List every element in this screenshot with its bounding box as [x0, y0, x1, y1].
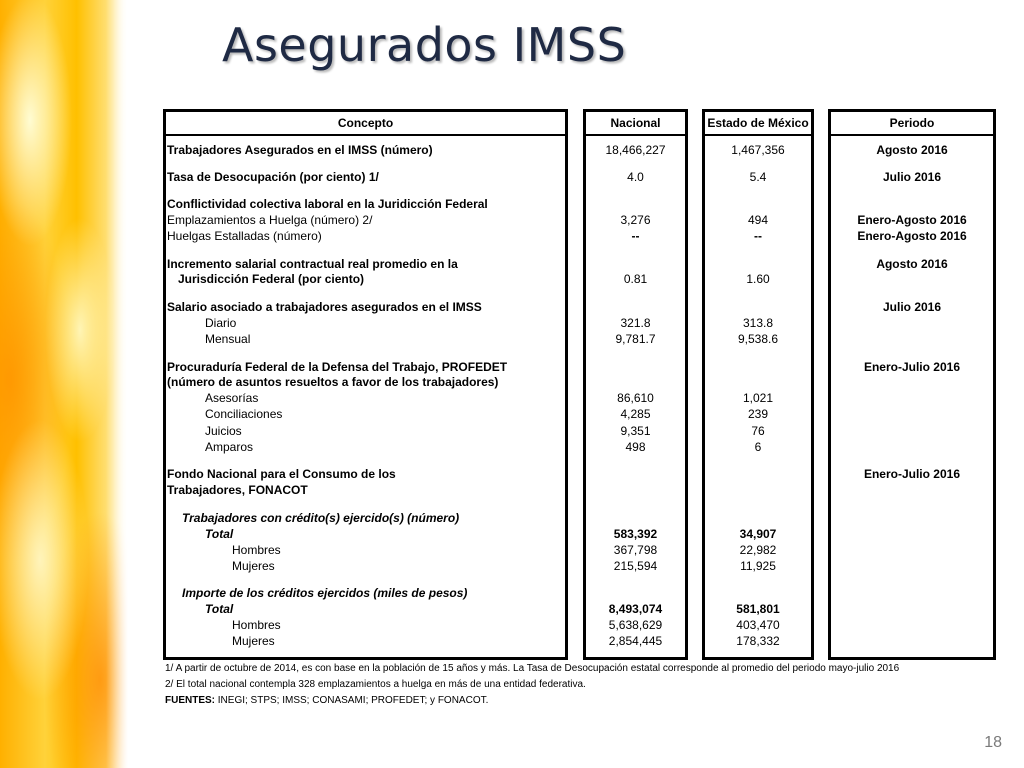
- row-label-incremento-2: Jurisdicción Federal (por ciento): [178, 272, 365, 286]
- row-estado-importe-mujeres: 178,332: [736, 634, 780, 648]
- row-label-conciliaciones: Conciliaciones: [205, 407, 283, 421]
- page-title: Asegurados IMSS: [222, 18, 627, 72]
- row-label-salario: Salario asociado a trabajadores asegurados en el IMSS: [167, 300, 482, 314]
- row-periodo-desocupacion: Julio 2016: [882, 170, 942, 184]
- row-nacional-importe-hombres: 5,638,629: [608, 618, 663, 632]
- row-nacional-credito-total: 583,392: [613, 527, 658, 541]
- row-label-credito-hombres: Hombres: [232, 543, 281, 557]
- row-nacional-emplazamientos: 3,276: [620, 213, 651, 227]
- header-estado: Estado de México: [705, 112, 811, 136]
- row-label-incremento-1: Incremento salarial contractual real promedio en la: [167, 257, 458, 271]
- footnote-1: 1/ A partir de octubre de 2014, es con base en la población de 15 años y más. La Tasa de Desocupación estatal corresponde al promedio del periodo mayo-julio 2016: [165, 663, 900, 674]
- row-periodo-fonacot: Enero-Julio 2016: [863, 467, 961, 481]
- row-estado-trabajadores: 1,467,356: [731, 143, 785, 157]
- row-estado-importe-hombres: 403,470: [736, 618, 780, 632]
- row-label-importe-hombres: Hombres: [232, 618, 281, 632]
- row-nacional-importe-mujeres: 2,854,445: [608, 634, 663, 648]
- row-label-credito-total: Total: [205, 527, 234, 541]
- sources-text: INEGI; STPS; IMSS; CONASAMI; PROFEDET; y FONACOT.: [215, 695, 489, 706]
- sources-label: FUENTES:: [165, 695, 215, 706]
- footnotes: [165, 661, 899, 709]
- row-periodo-emplazamientos: Enero-Agosto 2016: [857, 213, 967, 227]
- row-label-emplazamientos: Emplazamientos a Huelga (número) 2/: [167, 213, 373, 227]
- row-estado-importe-total: 581,801: [736, 602, 780, 616]
- row-estado-credito-total: 34,907: [739, 527, 777, 541]
- row-nacional-juicios: 9,351: [620, 424, 651, 438]
- row-estado-incremento: 1.60: [746, 272, 770, 286]
- footnote-2: 2/ El total nacional contempla 328 emplazamientos a huelga en más de una entidad federativa.: [165, 679, 586, 690]
- header-nacional: Nacional: [586, 112, 685, 136]
- row-nacional-credito-mujeres: 215,594: [613, 559, 658, 573]
- row-nacional-credito-hombres: 367,798: [613, 543, 658, 557]
- row-estado-amparos: 6: [754, 440, 762, 454]
- row-label-credito-mujeres: Mujeres: [232, 559, 275, 573]
- row-label-mensual: Mensual: [205, 332, 251, 346]
- row-label-amparos: Amparos: [205, 440, 254, 454]
- column-periodo: [828, 109, 996, 660]
- row-estado-desocupacion: 5.4: [749, 170, 767, 184]
- row-estado-huelgas: --: [754, 229, 762, 243]
- header-concepto: Concepto: [166, 112, 565, 136]
- row-periodo-trabajadores: Agosto 2016: [876, 143, 948, 157]
- row-nacional-huelgas: --: [631, 229, 640, 243]
- row-label-trabajadores: Trabajadores Asegurados en el IMSS (número): [167, 143, 433, 157]
- row-label-fonacot-1: Fondo Nacional para el Consumo de los: [167, 467, 396, 481]
- row-periodo-salario: Julio 2016: [882, 300, 942, 314]
- column-nacional: [583, 109, 688, 660]
- row-label-importe-mujeres: Mujeres: [232, 634, 275, 648]
- row-label-juicios: Juicios: [205, 424, 242, 438]
- row-periodo-profedet: Enero-Julio 2016: [863, 360, 961, 374]
- row-nacional-trabajadores: 18,466,227: [605, 143, 666, 157]
- row-label-desocupacion: Tasa de Desocupación (por ciento) 1/: [167, 170, 379, 184]
- row-periodo-huelgas: Enero-Agosto 2016: [857, 229, 967, 243]
- row-nacional-amparos: 498: [625, 440, 646, 454]
- row-label-fonacot-2: Trabajadores, FONACOT: [167, 483, 308, 497]
- row-label-credito: Trabajadores con crédito(s) ejercido(s) (número): [182, 511, 460, 525]
- row-label-asesorias: Asesorías: [205, 391, 259, 405]
- row-estado-emplazamientos: 494: [747, 213, 769, 227]
- row-nacional-importe-total: 8,493,074: [608, 602, 663, 616]
- flame-decoration: [0, 0, 128, 768]
- page-number: 18: [984, 734, 1002, 751]
- header-periodo: Periodo: [831, 112, 993, 136]
- row-label-huelgas: Huelgas Estalladas (número): [167, 229, 322, 243]
- row-estado-conciliaciones: 239: [747, 407, 769, 421]
- row-estado-credito-mujeres: 11,925: [740, 559, 776, 573]
- row-label-profedet-2: (número de asuntos resueltos a favor de los trabajadores): [167, 375, 499, 389]
- row-estado-juicios: 76: [751, 424, 765, 438]
- row-nacional-mensual: 9,781.7: [615, 332, 656, 346]
- row-estado-mensual: 9,538.6: [737, 332, 779, 346]
- row-estado-asesorias: 1,021: [742, 391, 774, 405]
- column-estado: [702, 109, 814, 660]
- row-label-diario: Diario: [205, 316, 237, 330]
- row-label-conflictividad: Conflictividad colectiva laboral en la Juridicción Federal: [167, 197, 488, 211]
- row-nacional-desocupacion: 4.0: [627, 170, 644, 184]
- row-nacional-incremento: 0.81: [623, 272, 648, 286]
- row-nacional-asesorias: 86,610: [617, 391, 654, 405]
- footnote-sources: [165, 693, 899, 709]
- row-nacional-conciliaciones: 4,285: [620, 407, 651, 421]
- row-nacional-diario: 321.8: [620, 316, 651, 330]
- row-periodo-incremento: Agosto 2016: [876, 257, 948, 271]
- row-label-importe: Importe de los créditos ejercidos (miles de pesos): [182, 586, 468, 600]
- row-label-profedet-1: Procuraduría Federal de la Defensa del Trabajo, PROFEDET: [167, 360, 508, 374]
- row-estado-diario: 313.8: [742, 316, 774, 330]
- row-estado-credito-hombres: 22,982: [739, 543, 777, 557]
- row-label-importe-total: Total: [205, 602, 234, 616]
